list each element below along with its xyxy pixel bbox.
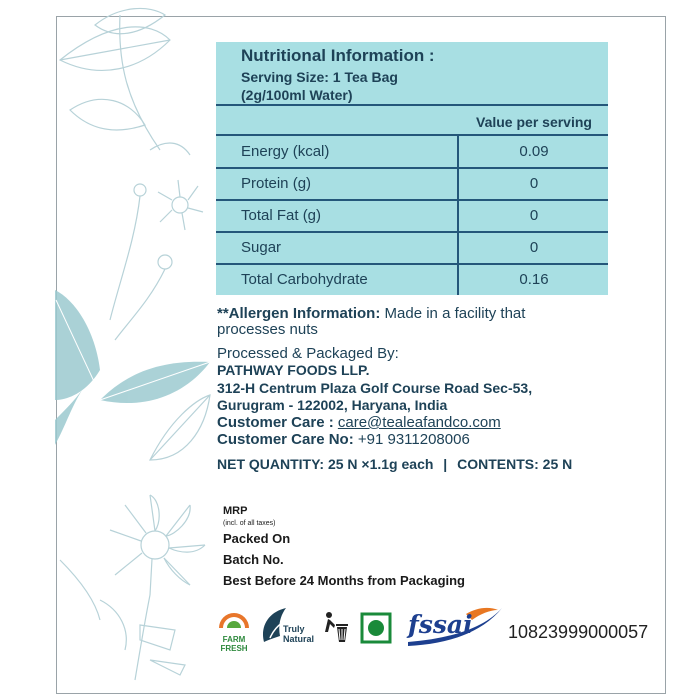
customer-care-label: Customer Care : [217, 414, 334, 431]
customer-care-number-label: Customer Care No: [217, 431, 354, 448]
packager-address-2: Gurugram - 122002, Haryana, India [217, 397, 448, 413]
nutrient-value: 0.16 [519, 271, 549, 288]
mrp-label: MRP [223, 505, 248, 517]
table-row [216, 232, 608, 262]
packed-on: Packed On [223, 531, 291, 546]
nutrient-name: Sugar [241, 239, 282, 256]
nutrition-table [216, 42, 608, 295]
allergen-info [217, 305, 525, 322]
farm-fresh-icon [215, 602, 253, 630]
nutrient-name: Protein (g) [241, 175, 312, 192]
veg-mark-icon [360, 612, 392, 644]
fssai-text: fssai [408, 610, 473, 639]
serving-size: Serving Size: 1 Tea Bag [241, 69, 398, 85]
nutrient-name: Total Carbohydrate [241, 271, 368, 288]
table-row [216, 168, 608, 198]
farm-fresh-logo [215, 602, 253, 652]
table-row [216, 200, 608, 230]
farm-fresh-text [215, 635, 253, 653]
column-header-value: Value per serving [476, 114, 592, 130]
customer-care-number-line [217, 431, 470, 448]
customer-care-number: +91 9311208006 [357, 431, 470, 448]
veg-symbol [360, 612, 396, 662]
nutrition-title: Nutritional Information : [241, 46, 435, 65]
net-quantity-line [217, 456, 572, 472]
divider [216, 104, 608, 106]
dispose-logo [320, 610, 352, 660]
serving-size-detail: (2g/100ml Water) [241, 87, 353, 103]
batch-no: Batch No. [223, 552, 284, 567]
table-row [216, 136, 608, 166]
farm-line: FARM [222, 635, 246, 644]
nutrient-value: 0 [529, 239, 539, 256]
allergen-label: **Allergen Information: [217, 305, 381, 322]
nutrient-name: Energy (kcal) [241, 143, 330, 160]
nutrient-value: 0 [529, 207, 539, 224]
truly-natural-text [283, 624, 314, 644]
fssai-license-number: 10823999000057 [508, 622, 649, 642]
fresh-line: FRESH [220, 644, 248, 653]
nutrient-value: 0.09 [519, 143, 549, 160]
fssai-logo [406, 604, 506, 654]
nutrient-name: Total Fat (g) [241, 207, 322, 224]
packager-address-1: 312-H Centrum Plaza Golf Course Road Sec-53, [217, 380, 533, 396]
allergen-text: Made in a facility that [384, 305, 526, 322]
natural-line: Natural [283, 634, 315, 644]
quantity-separator: | [443, 456, 448, 472]
packager-heading: Processed & Packaged By: [217, 345, 399, 362]
table-row [216, 264, 608, 294]
truly-natural-logo [258, 602, 316, 652]
truly-line: Truly [283, 624, 305, 634]
nutrient-value: 0 [529, 175, 539, 192]
contents: CONTENTS: 25 N [457, 456, 573, 472]
customer-care-email[interactable]: care@tealeafandco.com [337, 414, 501, 431]
net-quantity: NET QUANTITY: 25 N ×1.1g each [217, 456, 434, 472]
packager-company: PATHWAY FOODS LLP. [217, 362, 370, 378]
mrp-note: (incl. of all taxes) [223, 520, 276, 527]
allergen-text-2: processes nuts [217, 321, 318, 338]
best-before: Best Before 24 Months from Packaging [223, 573, 465, 588]
litter-bin-icon [320, 610, 352, 646]
nutrition-header [216, 42, 608, 104]
customer-care-line [217, 414, 501, 431]
